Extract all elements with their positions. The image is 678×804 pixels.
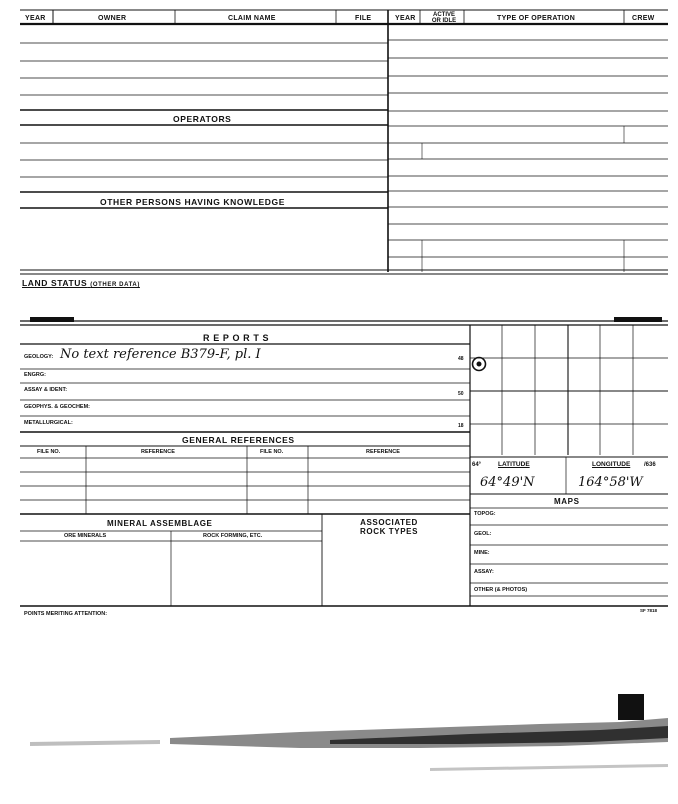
header-file: FILE (355, 15, 372, 22)
report-label-geology: GEOLOGY: (24, 354, 54, 360)
report-value-geology: No text reference B379-F, pl. I (60, 347, 261, 362)
rock-forming-label: ROCK FORMING, ETC. (203, 533, 263, 539)
header-year-2: YEAR (395, 15, 416, 22)
header-owner: OWNER (98, 15, 127, 22)
form-number: SF 7818 (640, 608, 658, 613)
associated-label: ASSOCIATED (360, 518, 418, 527)
report-label-metallurgical: METALLURGICAL: (24, 420, 73, 426)
header-type-of-operation: TYPE OF OPERATION (497, 15, 576, 22)
header-or-idle: OR IDLE (431, 18, 457, 24)
maps-title: MAPS (554, 497, 580, 506)
report-num-metallurgical: 18 (458, 423, 464, 429)
section-land-status (22, 278, 140, 288)
header-year: YEAR (25, 15, 46, 22)
land-status-label: LAND STATUS (22, 278, 88, 288)
associated-rock-types (360, 518, 418, 536)
ore-minerals-label: ORE MINERALS (64, 533, 107, 539)
land-status-sub: (OTHER DATA) (90, 282, 140, 288)
points-meriting-attention: POINTS MERITING ATTENTION: (24, 611, 108, 617)
reports-title: R E P O R T S (203, 333, 270, 343)
rock-types-label: ROCK TYPES (360, 527, 419, 536)
ref-col-file-no-2: FILE NO. (260, 449, 284, 455)
header-active: ACTIVE (432, 12, 455, 18)
maps-other: OTHER (& PHOTOS) (474, 587, 528, 593)
latitude-label: LATITUDE (498, 461, 530, 468)
ref-col-file-no: FILE NO. (37, 449, 61, 455)
lat-prefix: 64° (472, 462, 482, 468)
maps-mine: MINE: (474, 550, 490, 556)
section-other-persons: OTHER PERSONS HAVING KNOWLEDGE (100, 197, 286, 207)
header-crew: CREW (632, 15, 655, 22)
maps-assay: ASSAY: (474, 569, 494, 575)
latitude-value: 64°49'N (480, 475, 535, 490)
header-active-or-idle (426, 12, 462, 24)
longitude-value: 164°58'W (578, 475, 643, 490)
ref-col-reference-2: REFERENCE (366, 449, 400, 455)
report-num-assay: 50 (458, 391, 464, 397)
longitude-label: LONGITUDE (592, 461, 631, 468)
mineral-assemblage-title: MINERAL ASSEMBLAGE (107, 519, 213, 528)
scan-artifact (30, 694, 668, 771)
header-claim-name: CLAIM NAME (228, 15, 276, 22)
report-label-engrg: ENGRG: (24, 372, 46, 378)
report-label-geophys: GEOPHYS. & GEOCHEM: (24, 404, 91, 410)
lon-prefix: /636 (644, 462, 656, 468)
report-label-assay: ASSAY & IDENT: (24, 387, 68, 393)
section-operators: OPERATORS (173, 114, 232, 124)
general-references-title: GENERAL REFERENCES (182, 435, 295, 445)
ref-col-reference: REFERENCE (141, 449, 175, 455)
maps-topog: TOPOG: (474, 511, 496, 517)
report-num-geology: 48 (458, 356, 464, 362)
maps-geol: GEOL: (474, 531, 492, 537)
